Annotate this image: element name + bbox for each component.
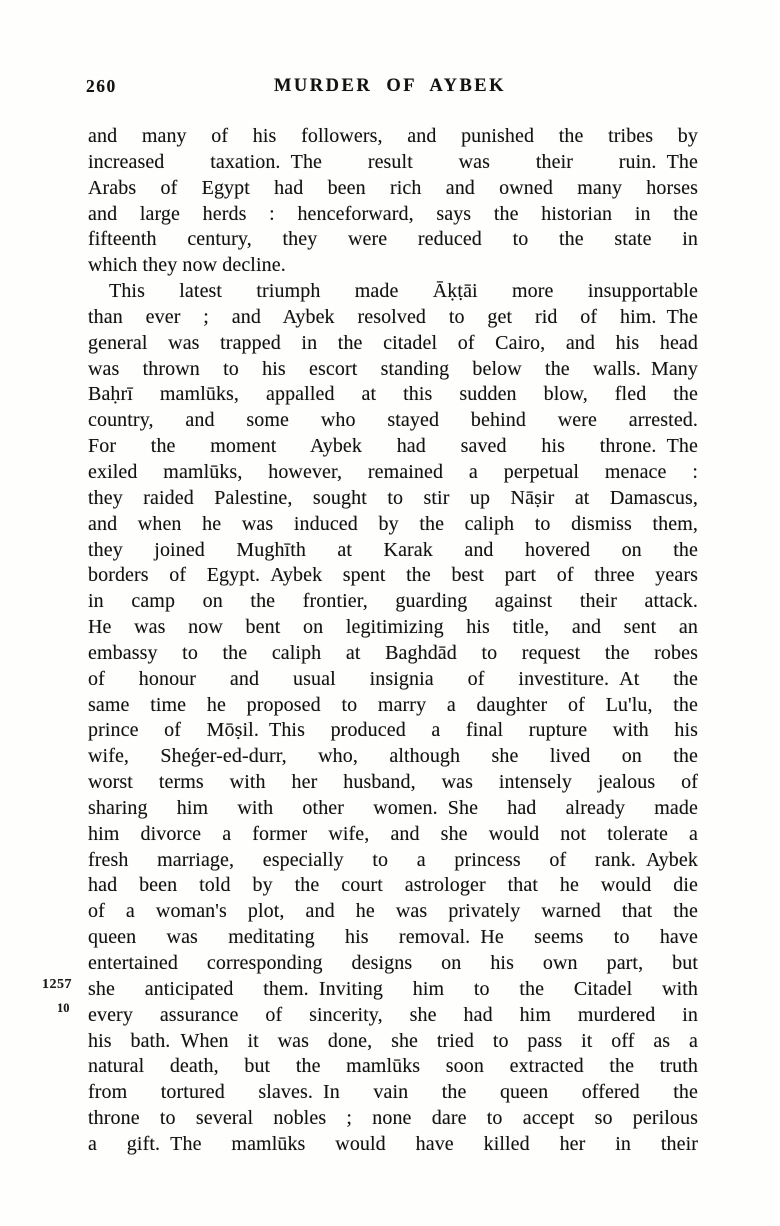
text-line: they joined Mughīth at Karak and hovered on the (88, 538, 698, 561)
text-line: sharing him with other women. She had already made (88, 796, 698, 819)
text-line: wife, Sheǵer-ed-durr, who, although she lived on the (88, 745, 698, 768)
text-line: they raided Palestine, sought to stir up Nāṣir at Damascus, (88, 486, 698, 509)
text-line: For the moment Aybek had saved his throne. The (88, 435, 698, 458)
text-line: increased taxation. The result was their ruin. The (88, 150, 698, 173)
text-line: than ever ; and Aybek resolved to get rid of him. The (88, 305, 698, 328)
text-line: fresh marriage, especially to a princess of rank. Aybek (88, 848, 698, 871)
text-line: general was trapped in the citadel of Cairo, and his head (88, 331, 698, 354)
running-header: MURDER OF AYBEK (273, 76, 507, 96)
text-line: him divorce a former wife, and she would not tolerate a (88, 822, 698, 845)
text-line: country, and some who stayed behind were arrested. (88, 409, 698, 432)
text-line: prince of Mōṣil. This produced a final rupture with his (88, 719, 698, 742)
text-line: which they now decline. (88, 254, 286, 277)
text-line: same time he proposed to marry a daughter of Lu'lu, the (88, 693, 698, 716)
text-line: exiled mamlūks, however, remained a perpetual menace : (88, 460, 698, 483)
text-line: she anticipated them. Inviting him to the Citadel with (88, 977, 698, 1000)
margin-note-sub: 10 (57, 1001, 70, 1015)
text-line: was thrown to his escort standing below the walls. Many (88, 357, 698, 380)
text-line: of a woman's plot, and he was privately warned that the (88, 900, 698, 923)
text-line: of honour and usual insignia of investiture. At the (88, 667, 698, 690)
page-number: 260 (86, 76, 117, 96)
text-line: natural death, but the mamlūks soon extracted the truth (88, 1055, 698, 1078)
text-line: and when he was induced by the caliph to dismiss them, (88, 512, 698, 535)
text-line: throne to several nobles ; none dare to accept so perilous (88, 1107, 698, 1130)
text-line: He was now bent on legitimizing his title, and sent an (88, 616, 698, 639)
text-line: a gift. The mamlūks would have killed her in their (88, 1132, 698, 1155)
text-line: from tortured slaves. In vain the queen offered the (88, 1081, 698, 1104)
text-line: Arabs of Egypt had been rich and owned many horses (88, 176, 698, 199)
text-line: in camp on the frontier, guarding against their attack. (88, 590, 698, 613)
text-block (88, 124, 698, 1158)
text-line: worst terms with her husband, was intensely jealous of (88, 771, 698, 794)
text-line: borders of Egypt. Aybek spent the best part of three years (88, 564, 698, 587)
text-line: his bath. When it was done, she tried to pass it off as a (88, 1029, 698, 1052)
text-line: entertained corresponding designs on his own part, but (88, 952, 698, 974)
text-line: embassy to the caliph at Baghdād to request the robes (88, 641, 698, 664)
text-line: Baḥrī mamlūks, appalled at this sudden blow, fled the (88, 383, 698, 406)
text-line: and many of his followers, and punished the tribes by (88, 125, 698, 147)
text-line: This latest triumph made Āḳṭāi more insupportable (109, 280, 698, 303)
text-line: had been told by the court astrologer that he would die (88, 874, 698, 897)
text-line: and large herds : henceforward, says the historian in the (88, 202, 698, 225)
text-line: queen was meditating his removal. He seems to have (88, 926, 698, 949)
margin-note-year: 1257 (42, 977, 72, 992)
text-line: fifteenth century, they were reduced to the state in (88, 228, 698, 251)
text-line: every assurance of sincerity, she had him murdered in (88, 1003, 698, 1026)
